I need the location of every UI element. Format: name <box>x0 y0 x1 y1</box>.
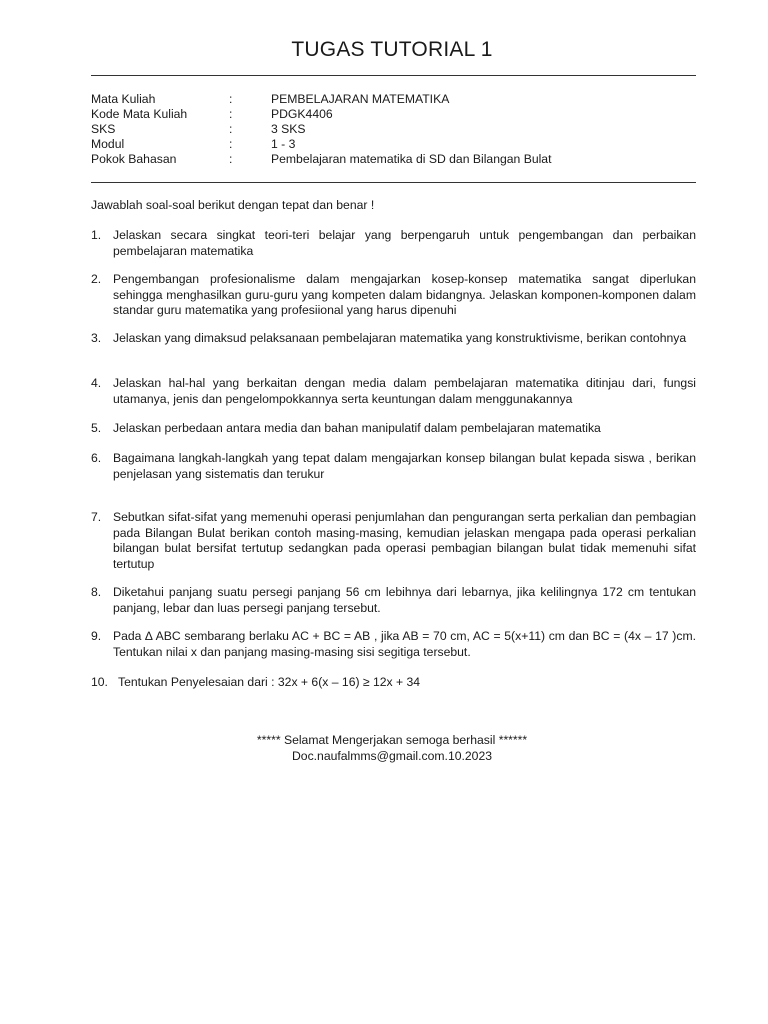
question-item <box>91 228 696 259</box>
meta-label: Mata Kuliah <box>91 92 156 106</box>
meta-colon: : <box>229 92 233 106</box>
question-item <box>91 675 696 691</box>
question-item <box>91 585 696 616</box>
document-credit: Doc.naufalmms@gmail.com.10.2023 <box>291 749 492 763</box>
meta-colon: : <box>229 137 233 151</box>
meta-label: Modul <box>91 137 125 151</box>
question-text: Jelaskan hal-hal yang berkaitan dengan media dalam pembelajaran matematika ditinjau dari, fungsi utamanya, jenis dan pengelompokkannya serta keuntungan dalam menggunakannya <box>113 376 696 406</box>
meta-row-course <box>91 92 696 107</box>
question-text: Sebutkan sifat-sifat yang memenuhi operasi penjumlahan dan pengurangan serta perkalian dan pembagian pada Bilangan Bulat berikan contoh masing-masing, kemudian jelaskan mengapa pada operasi perkalian bilangan bulat bersifat tertutup sedangkan pada operasi pembagian bilangan bulat tidak memenuhi sifat tertutup <box>113 510 696 571</box>
meta-label: Kode Mata Kuliah <box>91 107 188 121</box>
question-text: Jelaskan perbedaan antara media dan bahan manipulatif dalam pembelajaran matematika <box>113 421 601 435</box>
meta-value: PEMBELAJARAN MATEMATIKA <box>271 92 450 106</box>
question-item <box>91 451 696 482</box>
question-number: 6. <box>91 451 102 465</box>
question-item <box>91 421 696 437</box>
question-text: Diketahui panjang suatu persegi panjang 56 cm lebihnya dari lebarnya, jika kelilingnya 172 cm tentukan panjang, lebar dan luas persegi panjang tersebut. <box>113 585 696 615</box>
course-info <box>91 92 696 167</box>
instructions: Jawablah soal-soal berikut dengan tepat dan benar ! <box>91 198 375 212</box>
question-number: 2. <box>91 272 102 286</box>
question-number: 8. <box>91 585 102 599</box>
question-number: 9. <box>91 629 102 643</box>
question-text: Tentukan Penyelesaian dari : 32x + 6(x – 16) ≥ 12x + 34 <box>118 675 421 689</box>
question-text: Jelaskan secara singkat teori-teri belajar yang berpengaruh untuk pengembangan dan perbaikan pembelajaran matematika <box>113 228 696 258</box>
question-text: Jelaskan yang dimaksud pelaksanaan pembelajaran matematika yang konstruktivisme, berikan contohnya <box>113 331 687 345</box>
divider-bottom <box>91 182 696 183</box>
meta-colon: : <box>229 152 233 166</box>
question-item <box>91 376 696 407</box>
question-number: 7. <box>91 510 102 524</box>
divider-top <box>91 75 696 76</box>
meta-label: Pokok Bahasan <box>91 152 177 166</box>
closing-message: ***** Selamat Mengerjakan semoga berhasil ****** <box>256 733 528 747</box>
page-title: TUGAS TUTORIAL 1 <box>291 38 493 61</box>
meta-row-credits <box>91 122 696 137</box>
question-text: Pengembangan profesionalisme dalam mengajarkan kosep-konsep matematika sangat diperlukan sehingga menghasilkan guru-guru yang kompeten dalam bidangnya. Jelaskan komponen-komponen dalam standar guru matematika yang profesiional yang harus dipenuhi <box>113 272 696 317</box>
question-item <box>91 331 696 347</box>
question-number: 5. <box>91 421 102 435</box>
meta-value: 3 SKS <box>271 122 306 136</box>
question-item <box>91 272 696 319</box>
meta-colon: : <box>229 107 233 121</box>
question-number: 1. <box>91 228 102 242</box>
question-number: 4. <box>91 376 102 390</box>
meta-colon: : <box>229 122 233 136</box>
meta-row-course-code <box>91 107 696 122</box>
meta-value: Pembelajaran matematika di SD dan Bilangan Bulat <box>271 152 552 166</box>
meta-row-module <box>91 137 696 152</box>
meta-value: 1 - 3 <box>271 137 296 151</box>
meta-label: SKS <box>91 122 116 136</box>
meta-row-topic <box>91 152 696 167</box>
question-text: Pada ∆ ABC sembarang berlaku AC + BC = AB , jika AB = 70 cm, AC = 5(x+11) cm dan BC = (4x – 17 )cm. Tentukan nilai x dan panjang masing-masing sisi segitiga tersebut. <box>113 629 696 659</box>
question-item <box>91 629 696 660</box>
question-number: 3. <box>91 331 102 345</box>
question-text: Bagaimana langkah-langkah yang tepat dalam mengajarkan konsep bilangan bulat kepada siswa , berikan penjelasan yang sistematis dan terukur <box>113 451 696 481</box>
question-number: 10. <box>91 675 108 689</box>
meta-value: PDGK4406 <box>271 107 333 121</box>
question-item <box>91 510 696 572</box>
